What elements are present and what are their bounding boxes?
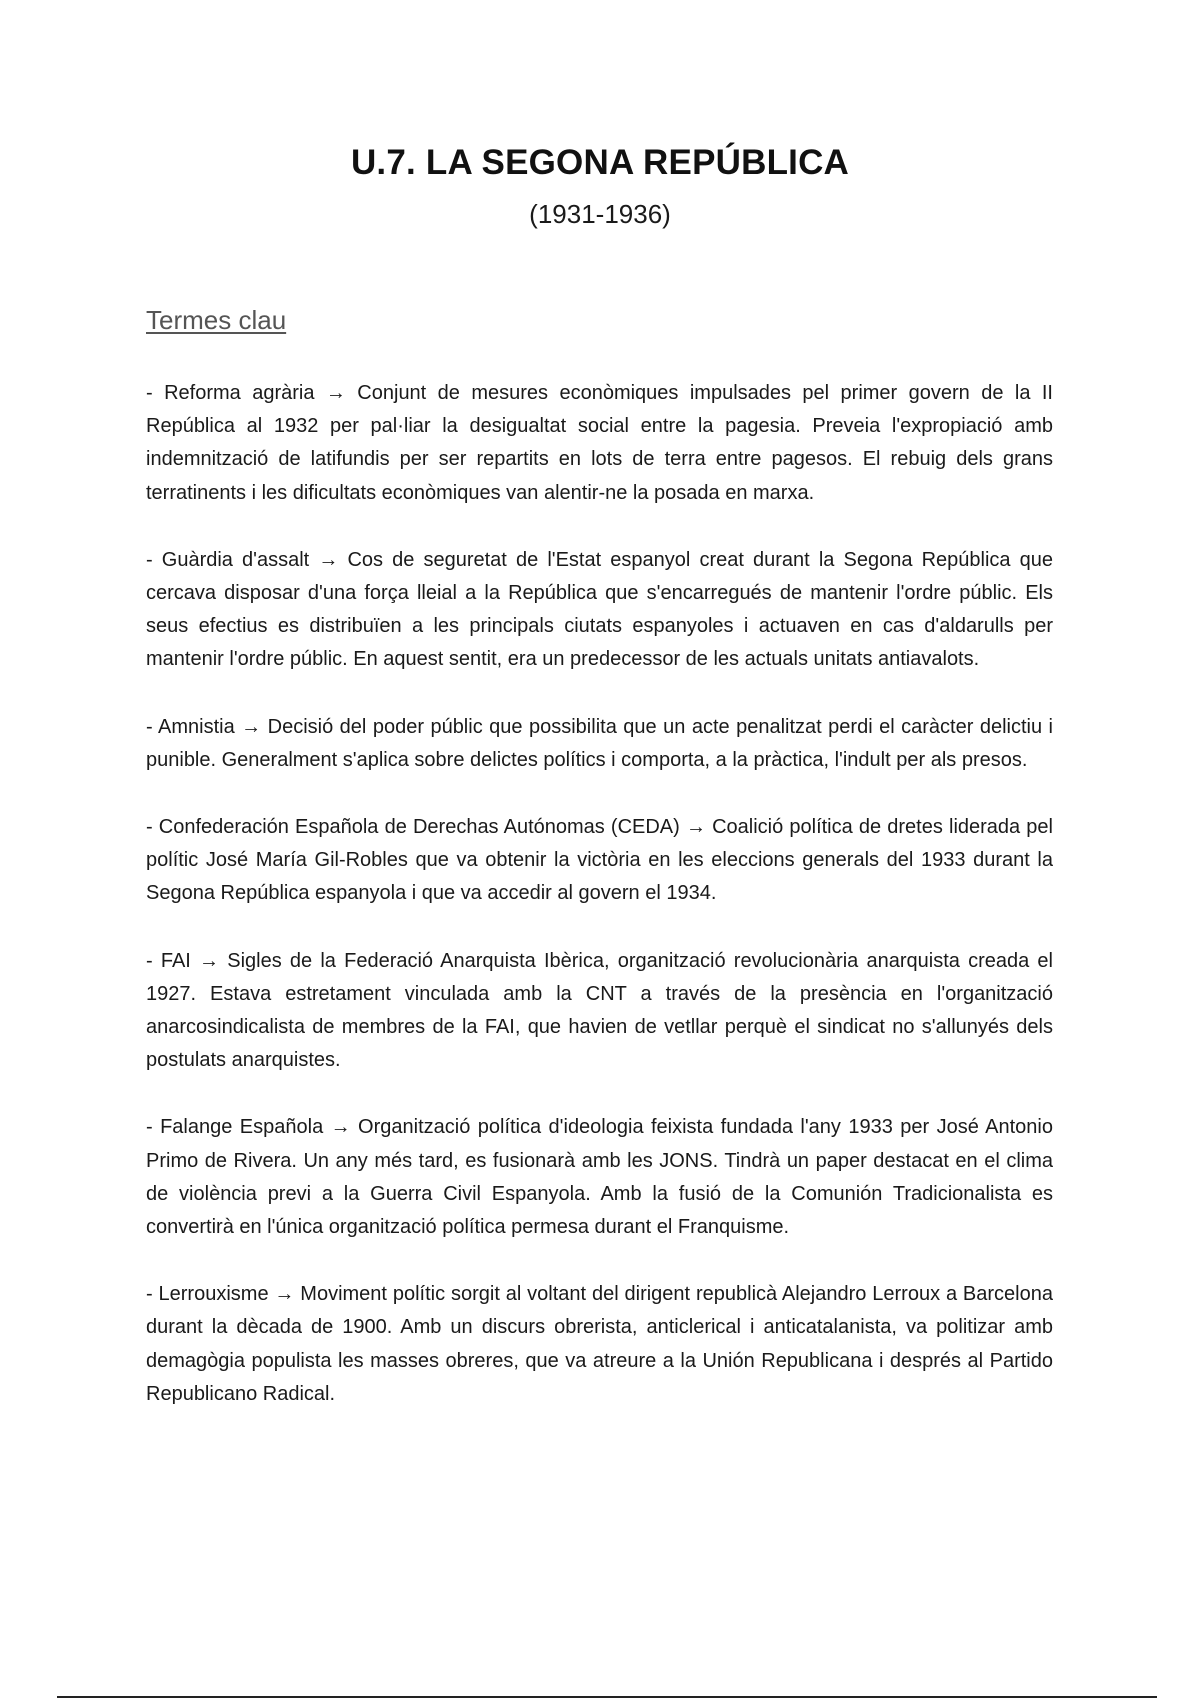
section-heading-termes-clau: Termes clau [146, 305, 287, 335]
term-amnistia: - Amnistia → Decisió del poder públic que possibilita que un acte penalitzat perdi el caràcter delictiu i punible. Generalment s'aplica sobre delictes polítics i comporta, a la pràctica, l'indult per als presos. [146, 715, 1053, 771]
term-reforma-agraria: - Reforma agrària → Conjunt de mesures econòmiques impulsades pel primer govern de la II República al 1932 per pal·liar la desigualtat social entre la pagesia. Preveia l'expropiació amb indemnització de latifundis per ser repartits en lots de terra entre pagesos. El rebuig dels grans terratinents i les dificultats econòmiques van alentir-ne la posada en marxa. [146, 382, 1053, 504]
term-ceda: - Confederación Española de Derechas Autónomas (CEDA) → Coalició política de dretes liderada pel polític José María Gil-Robles que va obtenir la victòria en les eleccions generals del 1933 durant la Segona República espanyola i que va accedir al govern el 1934. [146, 816, 1053, 905]
page-title: U.7. LA SEGONA REPÚBLICA [350, 143, 850, 182]
term-guardia-assalt: - Guàrdia d'assalt → Cos de seguretat de l'Estat espanyol creat durant la Segona República que cercava disposar d'una força lleial a la República que s'encarregués de mantenir l'ordre públic. Els seus efectius es distribuïen a les principals ciutats espanyoles i actuaven en cas d'aldarulls per mantenir l'ordre públic. En aquest sentit, era un predecessor de les actuals unitats antiavalots. [146, 548, 1053, 671]
terms-list [146, 377, 1053, 1445]
term-falange-espanola: - Falange Española → Organització política d'ideologia feixista fundada l'any 1933 per José Antonio Primo de Rivera. Un any més tard, es fusionarà amb les JONS. Tindrà un paper destacat en el clima de violència previ a la Guerra Civil Espanyola. Amb la fusió de la Comunión Tradicionalista es convertirà en l'única organització política permesa durant el Franquisme. [146, 1116, 1053, 1239]
term-fai: - FAI → Sigles de la Federació Anarquista Ibèrica, organització revolucionària anarquista creada el 1927. Estava estretament vinculada amb la CNT a través de la presència en l'organització anarcosindicalista de membres de la FAI, que havien de vetllar perquè el sindicat no s'allunyés dels postulats anarquistes. [146, 949, 1053, 1072]
page-subtitle: (1931-1936) [529, 199, 671, 229]
term-lerrouxisme: - Lerrouxisme → Moviment polític sorgit al voltant del dirigent republicà Alejandro Lerroux a Barcelona durant la dècada de 1900. Amb un discurs obrerista, anticlerical i anticatalanista, va politizar amb demagògia populista les masses obreres, que va atreure a la Unión Republicana i després al Partido Republicano Radical. [146, 1283, 1053, 1405]
footer-divider [57, 1696, 1157, 1698]
